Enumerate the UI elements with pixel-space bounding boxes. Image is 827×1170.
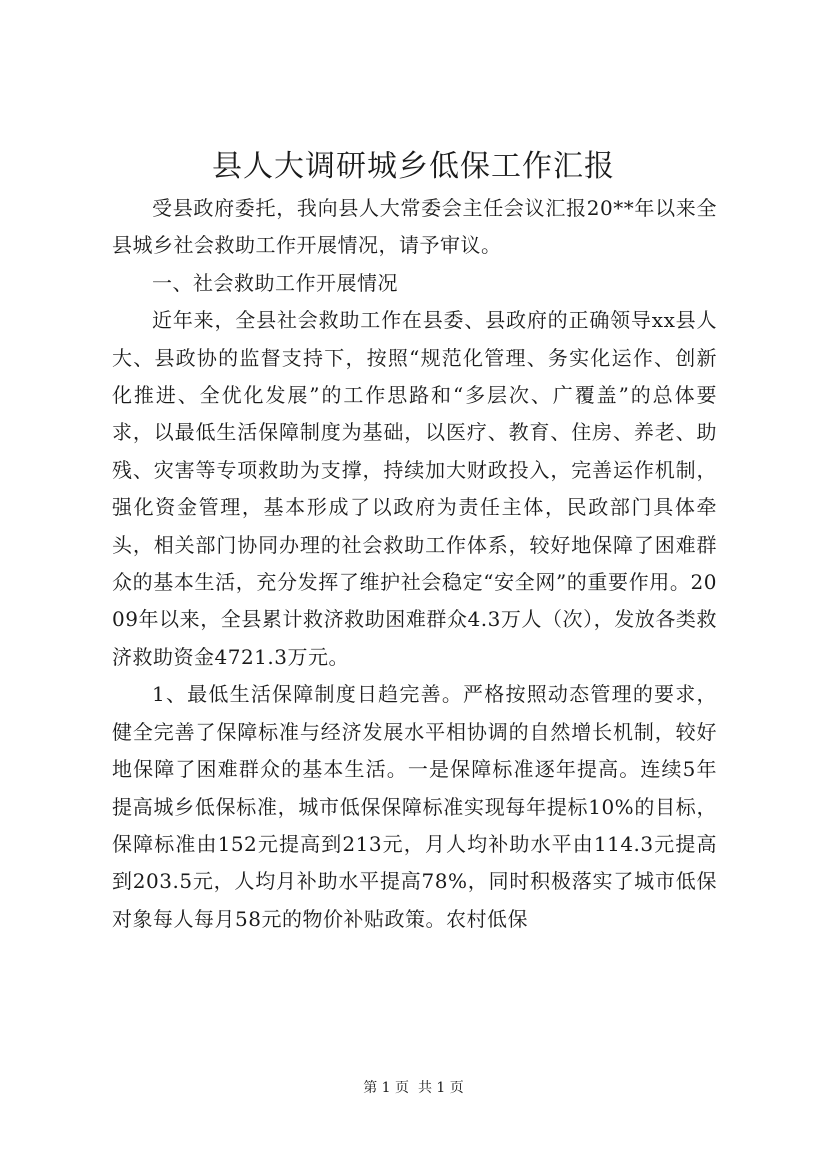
paragraph-overview: 近年来，全县社会救助工作在县委、县政府的正确领导xx县人大、县政协的监督支持下，按照“规范化管理、务实化运作、创新化推进、全优化发展”的工作思路和“多层次、广覆盖”的总体要求，以最低生活保障制度为基础，以医疗、教育、住房、养老、助残、灾害等专项救助为支撑，持续加大财政投入，完善运作机制，强化资金管理，基本形成了以政府为责任主体，民政部门具体牵头，相关部门协同办理的社会救助工作体系，较好地保障了困难群众的基本生活，充分发挥了维护社会稳定“安全网”的重要作用。2009年以来，全县累计救济救助困难群众4.3万人（次），发放各类救济救助资金4721.3万元。	[112, 308, 717, 669]
paragraph-item-1: 1、最低生活保障制度日趋完善。严格按照动态管理的要求，健全完善了保障标准与经济发展水平相协调的自然增长机制，较好地保障了困难群众的基本生活。一是保障标准逐年提高。连续5年提高城乡低保标准，城市低保保障标准实现每年提标10%的目标，保障标准由152元提高到213元，月人均补助水平由114.3元提高到203.5元，人均月补助水平提高78%，同时积极落实了城市低保对象每人每月58元的物价补贴政策。农村低保	[112, 682, 717, 931]
page-footer	[0, 1078, 827, 1098]
paragraph-intro: 受县政府委托，我向县人大常委会主任会议汇报20**年以来全县城乡社会救助工作开展情况，请予审议。	[112, 196, 717, 258]
document-body	[112, 190, 717, 938]
page-number: 第 1 页 共 1 页	[363, 1080, 464, 1096]
document-title: 县人大调研城乡低保工作汇报	[212, 149, 615, 184]
section-heading: 一、社会救助工作开展情况	[152, 270, 398, 295]
